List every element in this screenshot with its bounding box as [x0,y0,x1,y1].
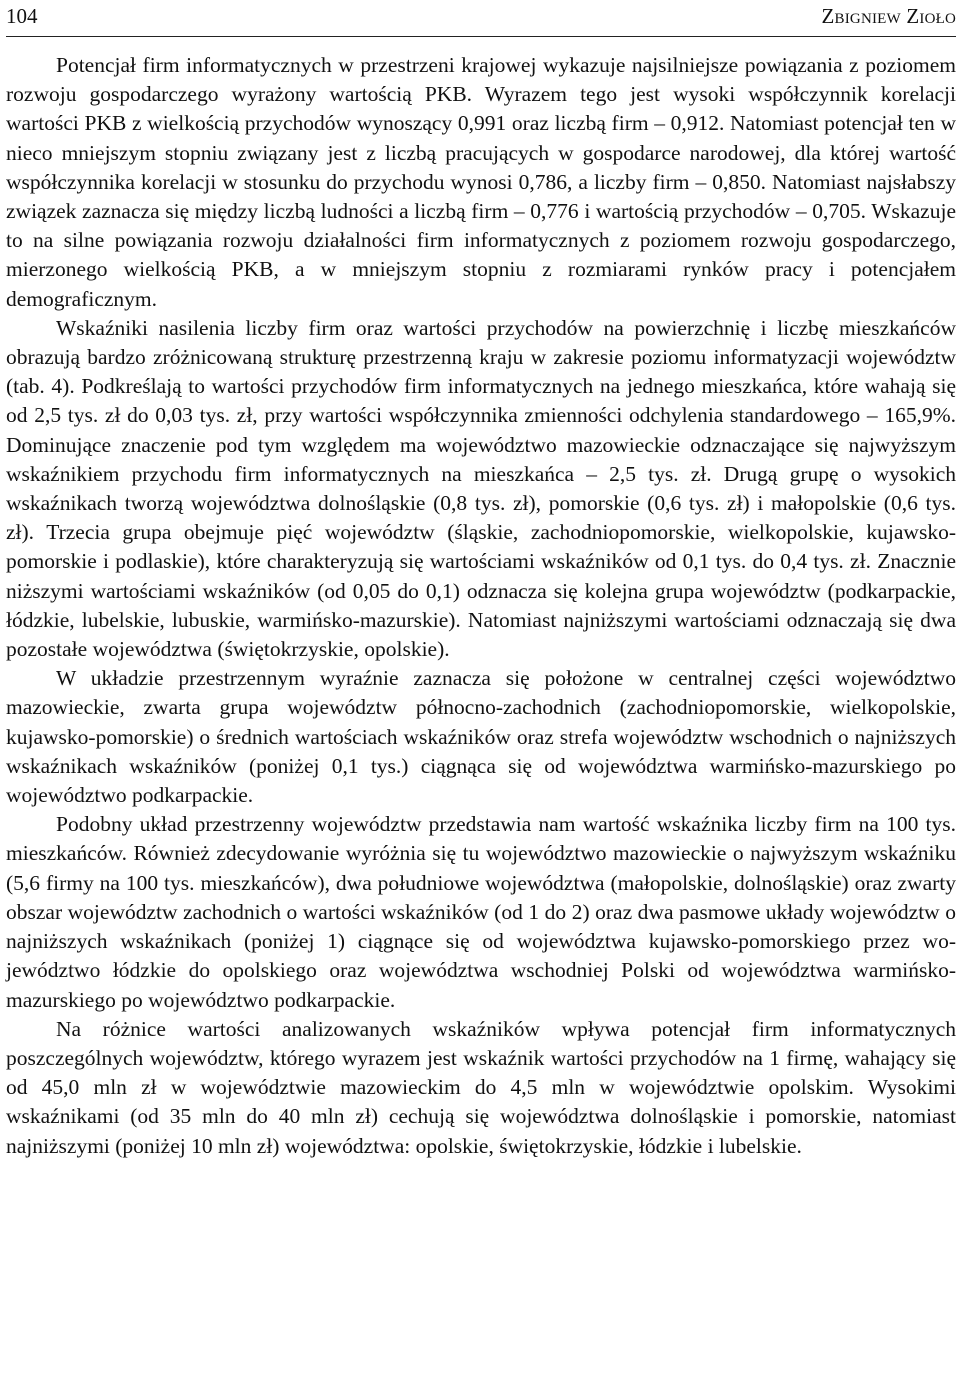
author-name: Zbigniew Zioło [821,4,956,28]
paragraph: Potencjał firm informatycznych w przestrzeni krajowej wykazuje najsilniejsze powiązania z poziomem rozwoju gospodarczego wyrażony wartością PKB. Wyrazem tego jest wysoki współczynnik korelacji wartości PKB z wielkością przychodów wynoszący 0,991 oraz liczbą firm – 0,912. Natomiast potencjał ten w nieco mniejszym stopniu związany jest z liczbą pracujących w gospodarce narodowej, dla której wartość współczynnika korelacji w stosunku do przychodu wynosi 0,786, a liczby firm – 0,850. Natomiast najsłabszy związek zaznacza się między liczbą ludności a liczbą firm – 0,776 i wartością przychodów – 0,705. Wskazuje to na silne powiązania rozwoju działalności firm informatycznych z poziomem rozwoju gospodarczego, mierzonego wielkością PKB, a w mniejszym stopniu z rozmiarami rynków pracy i potencjałem demograficznym. [6,53,956,311]
running-header [6,0,956,36]
body-text [6,51,956,1161]
paragraph: Podobny układ przestrzenny województw przedstawia nam wartość wskaźnika liczby firm na 100 tys. mieszkańców. Również zdecydowanie wyróżnia się tu województwo mazowieckie o najwyższym wskaźniku (5,6 firmy na 100 tys. mieszkańców), dwa południowe województwa (małopolskie, dolnośląskie) oraz zwarty obszar województw zachodnich o wartości wskaźników (od 1 do 2) oraz dwa pasmowe układy województw o najniższych wskaźnikach (poniżej 1) ciągnące się od województwa kujawsko-pomorskiego przez województwo łódzkie do opolskiego oraz województwa wschodniej Polski od województwa warmińsko-mazurskiego po województwo podkarpackie. [6,812,956,1012]
paragraph: Na różnice wartości analizowanych wskaźników wpływa potencjał firm informatycznych poszczególnych województw, którego wyrazem jest wskaźnik wartości przychodów na 1 firmę, wahający się od 45,0 mln zł w województwie mazowieckim do 4,5 mln w województwie opolskim. Wysokimi wskaźnikami (od 35 mln do 40 mln zł) cechują się województwa dolnośląskie i pomorskie, natomiast najniższymi (poniżej 10 mln zł) województwa: opolskie, świętokrzyskie, łódzkie i lubelskie. [6,1016,956,1158]
paragraph: Wskaźniki nasilenia liczby firm oraz wartości przychodów na powierzchnię i liczbę mieszkańców obrazują bardzo zróżnicowaną strukturę przestrzenną kraju w zakresie poziomu informatyzacji województw (tab. 4). Podkreślają to wartości przychodów firm informatycznych na jednego mieszkańca, które wahają się od 2,5 tys. zł do 0,03 tys. zł, przy wartości współczynnika zmienności odchylenia standardowego – 165,9%. Dominujące znaczenie pod tym względem ma województwo mazowieckie odznaczające się najwyższym wskaźnikiem przychodu firm informatycznych na mieszkańca – 2,5 tys. zł. Drugą grupę o wysokich wskaźnikach tworzą województwa dolnośląskie (0,8 tys. zł), pomorskie (0,6 tys. zł) i małopolskie (0,6 tys. zł). Trzecia grupa obejmuje pięć województw (śląskie, zachodniopomorskie, wielkopolskie, kujawsko-pomorskie i podlaskie), które charakteryzują się wartościami wskaźników od 0,1 tys. do 0,4 tys. zł. Znacznie niższymi wartościami wskaźników (od 0,05 do 0,1) odznacza się kolejna grupa województw (podkarpackie, łódzkie, lubelskie, lubuskie, warmińsko-mazurskie). Natomiast najniższymi wartościami odznaczają się dwa pozostałe województwa (świętokrzyskie, opolskie). [6,315,956,662]
page-number: 104 [6,4,38,28]
paragraph: W układzie przestrzennym wyraźnie zaznacza się położone w centralnej części województwo mazowieckie, zwarta grupa województw północno-zachodnich (zachodniopomorskie, wielkopolskie, kujawsko-pomorskie) o średnich wartościach wskaźników oraz strefa województw wschodnich o najniższych wskaźnikach wskaźników (poniżej 0,1 tys.) ciągnąca się od województwa warmińsko-mazurskiego po województwo podkarpackie. [6,666,956,808]
header-rule [6,36,956,37]
